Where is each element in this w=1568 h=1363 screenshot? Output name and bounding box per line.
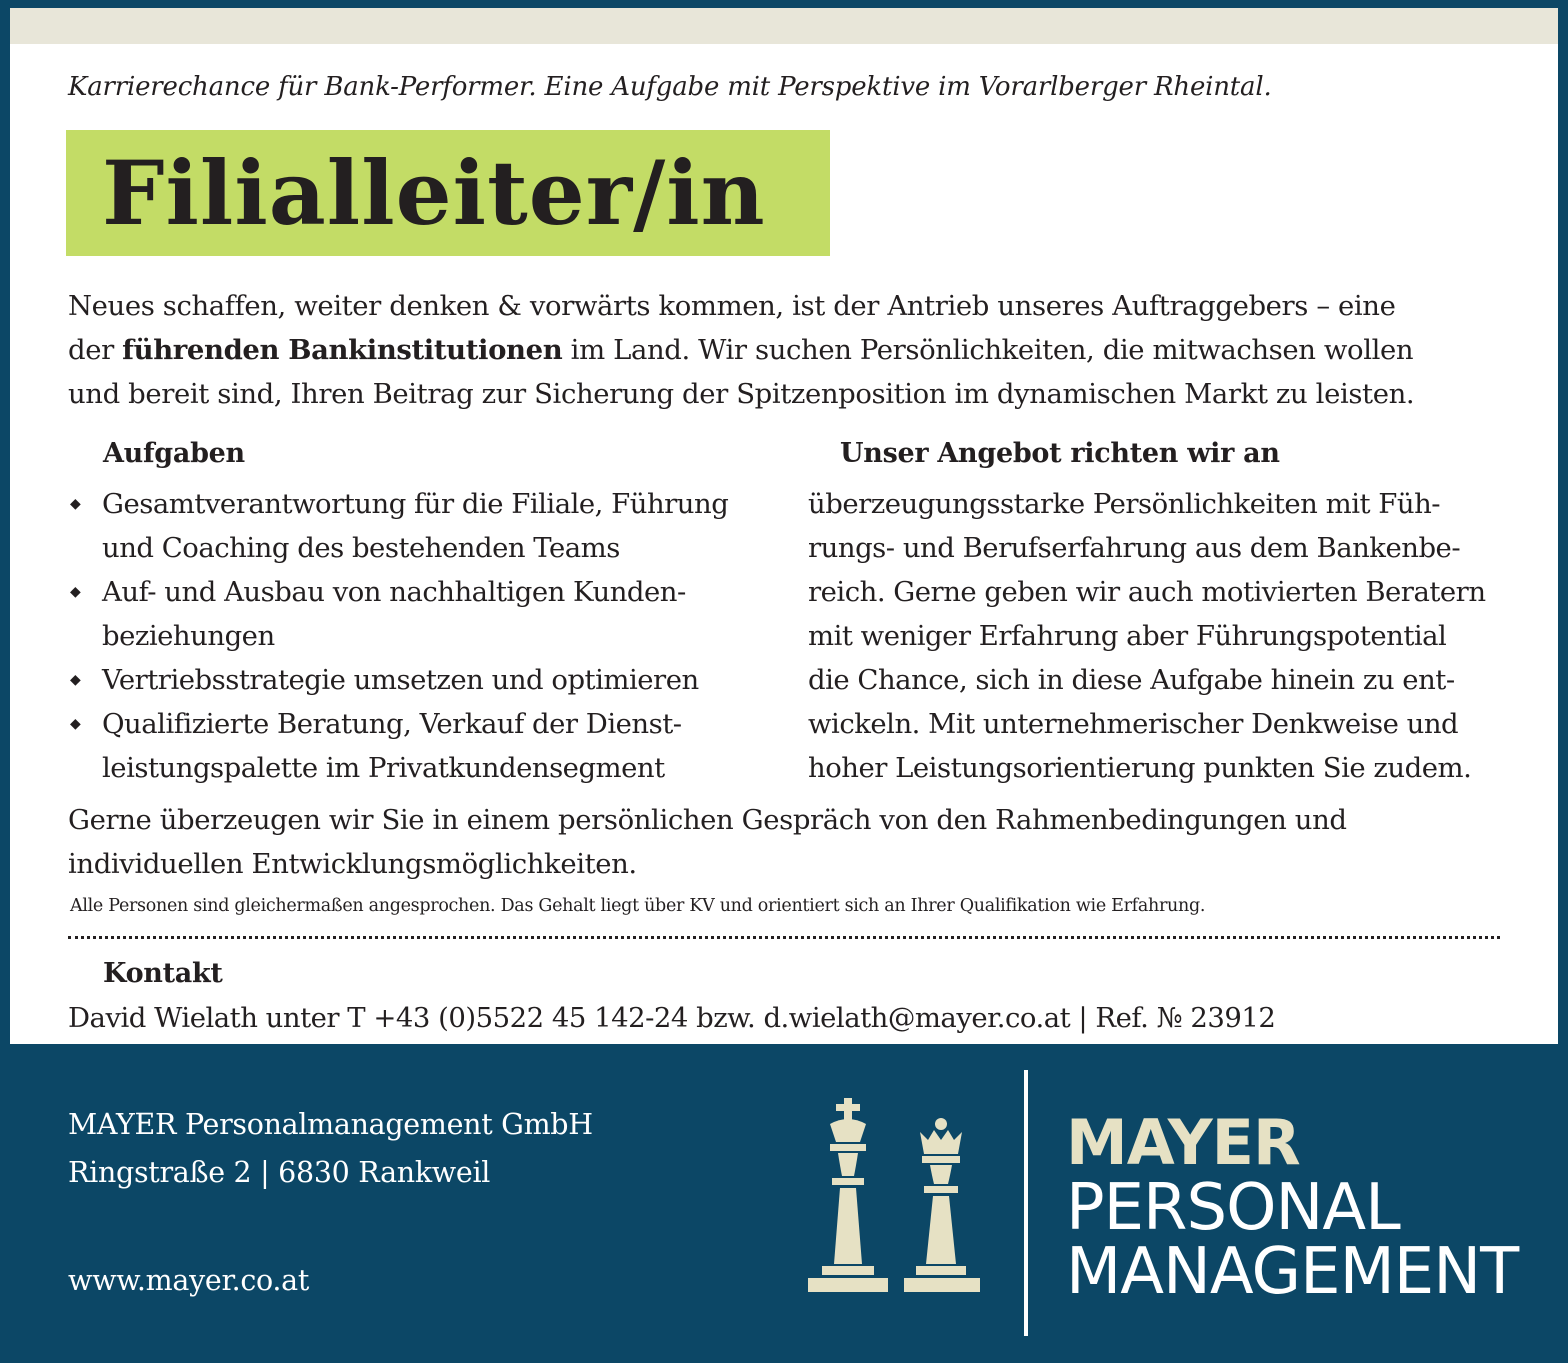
contact-details: David Wielath unter T +43 (0)5522 45 142-24 bzw. d.wielath@mayer.co.at | Ref. № 23912 <box>68 1002 1276 1034</box>
intro-line <box>68 328 1528 372</box>
queen-icon <box>904 1118 980 1292</box>
offer-heading: Unser Angebot richten wir an <box>840 438 1280 469</box>
offer-line: überzeugungsstarke Persönlichkeiten mit Füh- <box>808 488 1441 520</box>
list-item-text: leistungspalette im Privatkundensegment <box>102 752 665 784</box>
offer-paragraph <box>808 482 1538 790</box>
intro-line: Neues schaffen, weiter denken & vorwärts kommen, ist der Antrieb unseres Auftraggebers – eine <box>68 290 1396 322</box>
company-name: MAYER Personalmanagement GmbH <box>68 1108 593 1141</box>
intro-bold-text: führenden Bankinstitutionen <box>122 334 563 366</box>
company-address: Ringstraße 2 | 6830 Rankweil <box>68 1156 491 1189</box>
offer-line: rungs- und Berufserfahrung aus dem Bankenbe- <box>808 532 1461 564</box>
closing-line: Gerne überzeugen wir Sie in einem persönlichen Gespräch von den Rahmenbedingungen und <box>68 804 1347 836</box>
top-band <box>10 8 1558 44</box>
intro-paragraph <box>68 284 1528 416</box>
king-icon <box>808 1098 888 1292</box>
website-link[interactable]: www.mayer.co.at <box>68 1264 310 1297</box>
offer-line: wickeln. Mit unternehmerischer Denkweise und <box>808 708 1459 740</box>
logo-wordmark-mayer: MAYER <box>1066 1106 1300 1179</box>
contact-heading: Kontakt <box>103 958 223 989</box>
offer-line: mit weniger Erfahrung aber Führungspotential <box>808 620 1447 652</box>
offer-line: reich. Gerne geben wir auch motivierten Beratern <box>808 576 1486 608</box>
list-item-text: beziehungen <box>102 620 275 652</box>
list-item <box>68 702 788 790</box>
title-highlight <box>66 130 830 256</box>
list-item-text: Auf- und Ausbau von nachhaltigen Kunden- <box>102 576 686 608</box>
logo-wordmark-management: MANAGEMENT <box>1066 1235 1519 1309</box>
dotted-divider <box>68 936 1500 939</box>
tasks-list <box>68 482 788 790</box>
diamond-bullet-icon: ◆ <box>70 584 81 600</box>
tasks-heading: Aufgaben <box>103 438 245 469</box>
diamond-bullet-icon: ◆ <box>70 496 81 512</box>
intro-text: der <box>68 334 123 366</box>
diamond-bullet-icon: ◆ <box>70 672 81 688</box>
chess-pieces-icon <box>800 1096 990 1294</box>
logo-divider <box>1024 1070 1028 1336</box>
job-title: Filialleiter/in <box>102 141 766 245</box>
intro-text: im Land. Wir suchen Persönlichkeiten, die mitwachsen wollen <box>562 334 1414 366</box>
diamond-bullet-icon: ◆ <box>70 716 81 732</box>
list-item <box>68 570 788 658</box>
fine-print: Alle Personen sind gleichermaßen angesprochen. Das Gehalt liegt über KV und orientiert sich an Ihrer Qualifikation wie Erfahrung. <box>70 896 1206 916</box>
logo-wordmark-personal: PERSONAL <box>1066 1171 1400 1245</box>
list-item-text: Gesamtverantwortung für die Filiale, Führung <box>102 488 729 520</box>
list-item-text: und Coaching des bestehenden Teams <box>102 532 620 564</box>
list-item <box>68 482 788 570</box>
tagline: Karrierechance für Bank-Performer. Eine Aufgabe mit Perspektive im Vorarlberger Rheintal. <box>68 72 1272 102</box>
job-ad-panel <box>10 8 1558 1044</box>
offer-line: hoher Leistungsorientierung punkten Sie zudem. <box>808 752 1472 784</box>
list-item-text: Qualifizierte Beratung, Verkauf der Dienst- <box>102 708 682 740</box>
closing-line: individuellen Entwicklungsmöglichkeiten. <box>68 848 637 880</box>
list-item-text: Vertriebsstrategie umsetzen und optimieren <box>102 664 699 696</box>
list-item <box>68 658 788 702</box>
offer-line: die Chance, sich in diese Aufgabe hinein zu ent- <box>808 664 1455 696</box>
intro-line: und bereit sind, Ihren Beitrag zur Sicherung der Spitzenposition im dynamischen Markt zu leisten. <box>68 378 1415 410</box>
closing-paragraph <box>68 798 1528 886</box>
